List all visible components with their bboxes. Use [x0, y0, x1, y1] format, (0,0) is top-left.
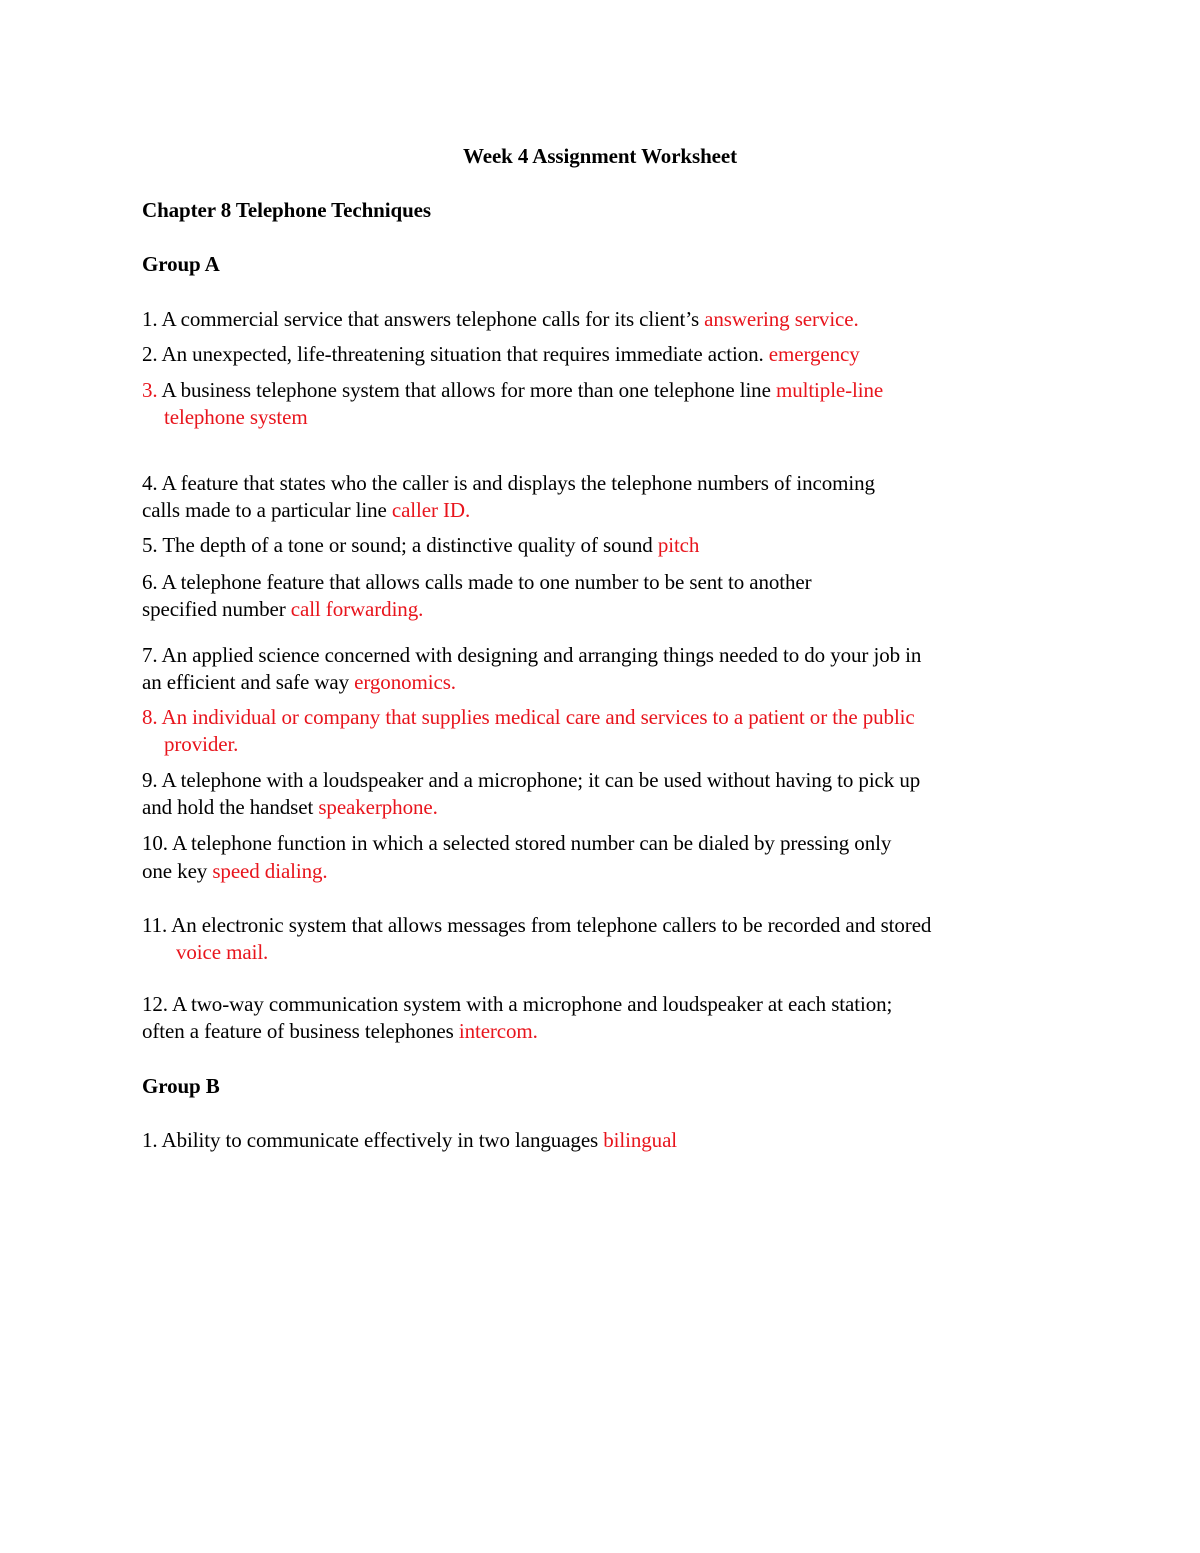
- item-text: An individual or company that supplies medical care and services to a patient or the public: [157, 705, 915, 729]
- item-answer: caller ID.: [391, 498, 471, 522]
- item-text: and hold the handset: [142, 795, 319, 819]
- item-text: A commercial service that answers telephone calls for its client’s: [157, 307, 705, 331]
- list-item: [142, 830, 891, 857]
- list-item-continued: [142, 669, 456, 696]
- item-answer: emergency: [768, 342, 860, 366]
- item-text: calls made to a particular line: [142, 498, 392, 522]
- item-number: 6.: [142, 570, 158, 594]
- item-number: 1.: [142, 307, 158, 331]
- list-item: [142, 991, 892, 1018]
- item-text: A feature that states who the caller is and displays the telephone numbers of incoming: [157, 471, 875, 495]
- item-answer: speakerphone.: [318, 795, 438, 819]
- list-item: [142, 569, 812, 596]
- chapter-heading: Chapter 8 Telephone Techniques: [142, 198, 431, 222]
- item-text: an efficient and safe way: [142, 670, 355, 694]
- item-text: Ability to communicate effectively in two languages: [157, 1128, 604, 1152]
- list-item-continued: [142, 794, 438, 821]
- item-number: 10.: [142, 831, 168, 855]
- list-item-continued: [142, 858, 328, 885]
- item-number: 9.: [142, 768, 158, 792]
- item-number: 3.: [142, 378, 158, 402]
- item-number: 4.: [142, 471, 158, 495]
- list-item: [142, 532, 699, 559]
- list-item-continued: [142, 497, 470, 524]
- item-text: A two-way communication system with a microphone and loudspeaker at each station;: [167, 992, 893, 1016]
- item-text: The depth of a tone or sound; a distinctive quality of sound: [157, 533, 658, 557]
- item-answer: voice mail.: [176, 940, 269, 964]
- list-item: [142, 1127, 677, 1154]
- item-text: one key: [142, 859, 213, 883]
- item-answer: intercom.: [458, 1019, 538, 1043]
- item-answer: speed dialing.: [212, 859, 328, 883]
- item-answer: call forwarding.: [290, 597, 424, 621]
- item-number: 2.: [142, 342, 158, 366]
- list-item-continued: [142, 596, 423, 623]
- group-a-heading: Group A: [142, 252, 220, 276]
- item-answer: answering service.: [704, 307, 859, 331]
- list-item-continued: [142, 1018, 538, 1045]
- item-text: often a feature of business telephones: [142, 1019, 459, 1043]
- item-text: An applied science concerned with designing and arranging things needed to do your job in: [157, 643, 922, 667]
- item-answer: provider.: [164, 732, 239, 756]
- item-text: A business telephone system that allows for more than one telephone line: [157, 378, 776, 402]
- item-number: 5.: [142, 533, 158, 557]
- item-answer: pitch: [657, 533, 700, 557]
- item-text: A telephone with a loudspeaker and a microphone; it can be used without having to pick up: [157, 768, 921, 792]
- list-item: [142, 642, 921, 669]
- list-item: [142, 306, 859, 333]
- list-item: [142, 704, 915, 731]
- page-title: Week 4 Assignment Worksheet: [462, 144, 737, 168]
- item-text: An unexpected, life-threatening situation that requires immediate action.: [157, 342, 769, 366]
- list-item: [142, 767, 920, 794]
- item-number: 1.: [142, 1128, 158, 1152]
- item-number: 8.: [142, 705, 158, 729]
- list-item: [142, 377, 883, 404]
- list-item: [142, 912, 931, 939]
- list-item: [142, 341, 860, 368]
- item-number: 7.: [142, 643, 158, 667]
- item-answer: bilingual: [603, 1128, 678, 1152]
- group-b-heading: Group B: [142, 1074, 220, 1098]
- item-text: A telephone function in which a selected stored number can be dialed by pressing only: [167, 831, 892, 855]
- item-number: 12.: [142, 992, 168, 1016]
- list-item: [142, 470, 875, 497]
- item-number: 11.: [142, 913, 168, 937]
- item-answer: ergonomics.: [354, 670, 456, 694]
- item-answer-continued: telephone system: [164, 405, 308, 429]
- item-answer: multiple-line: [775, 378, 884, 402]
- item-text: A telephone feature that allows calls made to one number to be sent to another: [157, 570, 812, 594]
- item-text: specified number: [142, 597, 291, 621]
- item-text: An electronic system that allows messages from telephone callers to be recorded and stored: [167, 913, 932, 937]
